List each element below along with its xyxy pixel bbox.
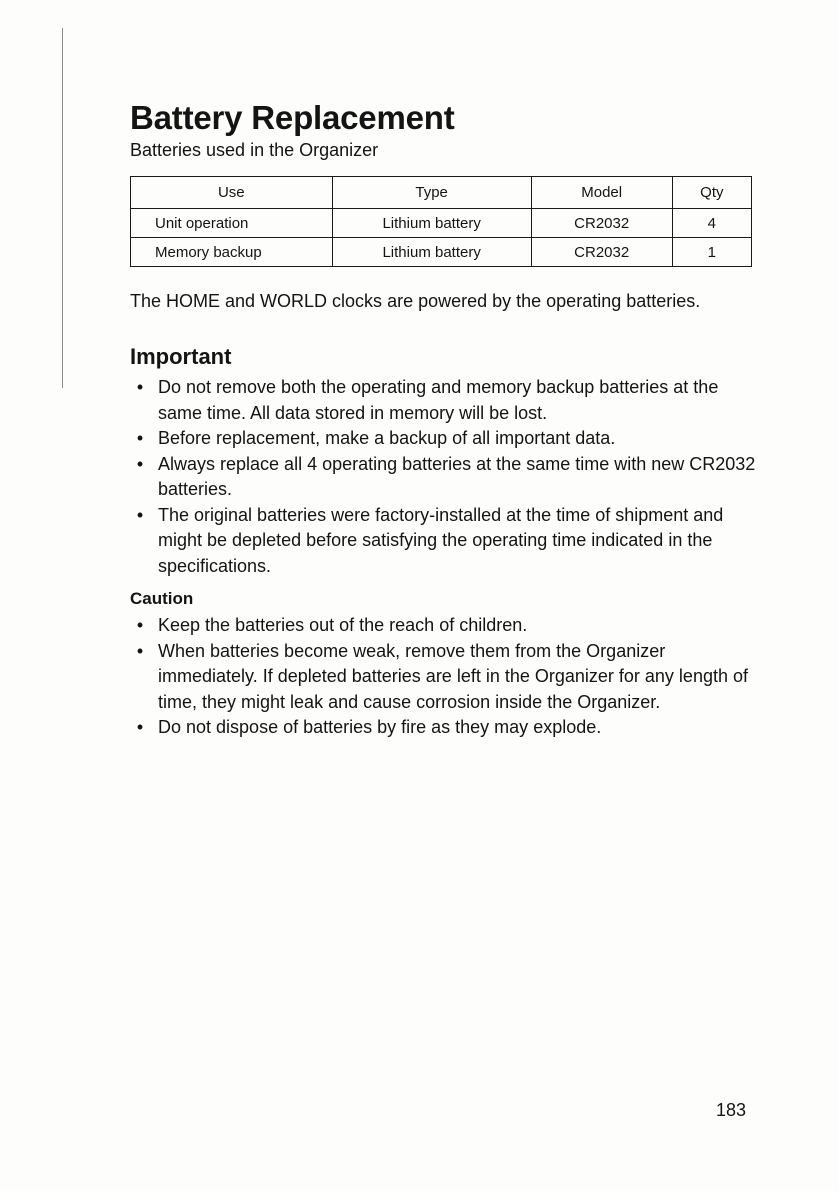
header-type: Type xyxy=(332,177,531,209)
clock-power-note: The HOME and WORLD clocks are powered by the operating batteries. xyxy=(130,291,701,311)
page-number: 183 xyxy=(716,1100,747,1120)
list-item xyxy=(130,452,760,503)
bullet-icon: • xyxy=(136,615,144,635)
cell-type: Lithium battery xyxy=(332,238,531,267)
bullet-icon: • xyxy=(136,428,144,448)
table-header-row xyxy=(131,177,752,209)
important-list xyxy=(130,375,760,579)
cell-qty: 1 xyxy=(672,238,751,267)
bullet-icon: • xyxy=(136,717,144,737)
cell-model: CR2032 xyxy=(531,209,672,238)
cell-use: Memory backup xyxy=(131,238,333,267)
list-item xyxy=(130,639,760,716)
important-heading: Important xyxy=(130,344,232,369)
bullet-icon: • xyxy=(136,640,144,661)
list-item-text: Before replacement, make a backup of all important data. xyxy=(158,428,616,448)
caution-list xyxy=(130,613,760,741)
bullet-icon: • xyxy=(136,504,144,525)
table-row xyxy=(131,209,752,238)
list-item-text: Keep the batteries out of the reach of children. xyxy=(158,615,528,635)
list-item-text: The original batteries were factory-installed at the time of shipment and might be depleted before satisfying the operating time indicated in the specifications. xyxy=(158,504,724,576)
cell-model: CR2032 xyxy=(531,238,672,267)
page-binding-edge xyxy=(62,28,63,388)
list-item xyxy=(130,375,760,426)
table-caption: Batteries used in the Organizer xyxy=(130,140,379,160)
header-use: Use xyxy=(131,177,333,209)
header-model: Model xyxy=(531,177,672,209)
list-item xyxy=(130,426,760,452)
list-item xyxy=(130,715,760,741)
table-row xyxy=(131,238,752,267)
page-title: Battery Replacement xyxy=(130,99,455,136)
bullet-icon: • xyxy=(136,453,144,474)
list-item xyxy=(130,613,760,639)
bullet-icon: • xyxy=(136,377,144,397)
list-item-text: Always replace all 4 operating batteries at the same time with new CR2032 batteries. xyxy=(158,453,756,499)
cell-qty: 4 xyxy=(672,209,751,238)
header-qty: Qty xyxy=(672,177,751,209)
battery-table xyxy=(130,176,752,267)
caution-heading: Caution xyxy=(130,589,194,608)
list-item-text: Do not dispose of batteries by fire as they may explode. xyxy=(158,717,602,737)
cell-type: Lithium battery xyxy=(332,209,531,238)
list-item xyxy=(130,503,760,580)
cell-use: Unit operation xyxy=(131,209,333,238)
list-item-text: Do not remove both the operating and memory backup batteries at the same time. All data stored in memory will be lost. xyxy=(158,377,719,423)
page-content xyxy=(130,98,760,741)
list-item-text: When batteries become weak, remove them from the Organizer immediately. If depleted batteries are left in the Organizer for any length of time, they might leak and cause corrosion inside the Organizer. xyxy=(158,640,748,712)
